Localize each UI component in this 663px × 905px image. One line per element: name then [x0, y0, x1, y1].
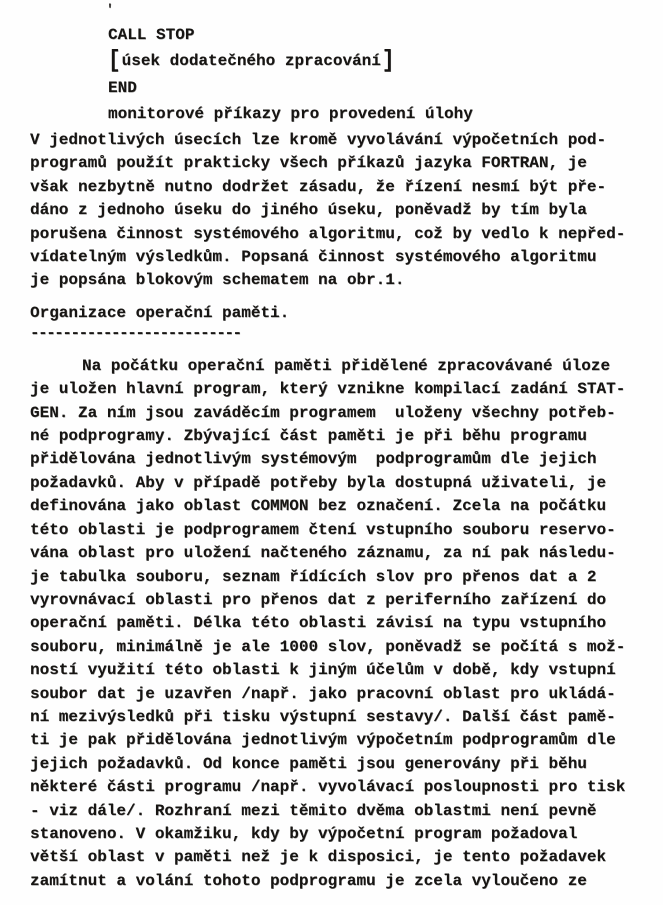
text-line: souboru, minimálně je ale 1000 slov, poněvadž se počítá s mož- — [30, 637, 626, 656]
open-bracket-glyph: [ — [108, 48, 121, 75]
body-paragraph — [30, 355, 639, 893]
text-line: jejich požadavků. Od konce paměti jsou generovány při běhu — [30, 754, 587, 773]
code-block — [108, 0, 663, 127]
text-line: ností využití této oblasti k jiným účelům v době, kdy vstupní — [30, 661, 616, 680]
close-bracket-glyph: ] — [381, 48, 395, 75]
text-line: Na počátku operační paměti přidělené zpracovávané úloze — [82, 356, 611, 375]
section-heading: Organizace operační paměti. — [30, 303, 290, 322]
text-line: této oblasti je podprogramem čtení vstupního souboru reservo- — [30, 520, 616, 539]
text-line: soubor dat je uzavřen /např. jako pracovní oblast pro ukládá- — [30, 684, 616, 703]
text-line: zamítnut a volání tohoto podprogramu je zcela vyloučeno ze — [30, 871, 587, 890]
text-line: ní mezivýsledků při tisku výstupní sestavy/. Další část pamě- — [30, 707, 616, 726]
text-line: vána oblast pro uložení načteného záznamu, za ní pak následu- — [30, 544, 616, 563]
text-line: - viz dále/. Rozhraní mezi těmito dvěma oblastmi není pevně — [30, 801, 597, 820]
heading-underline: -------------------------- — [30, 323, 241, 342]
text-line: je popsána blokovým schematem na obr.1. — [30, 271, 405, 290]
text-line: né podprogramy. Zbývající část paměti je při běhu programu — [30, 427, 587, 446]
text-line: stanoveno. V okamžiku, kdy by výpočetní program požadoval — [30, 824, 578, 843]
bracket-text: úsek dodatečného zpracování — [121, 52, 381, 70]
text-line: některé části programu /např. vyvolávací posloupnosti pro tisk — [30, 778, 626, 797]
text-line: END — [108, 79, 137, 97]
intro-paragraph — [30, 129, 639, 293]
text-line: definována jako oblast COMMON bez označení. Zcela na počátku — [30, 497, 607, 516]
text-line: požadavků. Aby v případě potřeby byla dostupná uživateli, je — [30, 473, 607, 492]
text-line: porušena činnost systémového algoritmu, což by vedlo k nepřed- — [30, 224, 626, 243]
text-line: přidělována jednotlivým systémovým podprogramům dle jejich — [30, 450, 597, 469]
text-line: programů použít prakticky všech příkazů jazyka FORTRAN, je — [30, 154, 587, 173]
text-line: je tabulka souboru, seznam řídících slov pro přenos dat a 2 — [30, 567, 597, 586]
text-line: GEN. Za ním jsou zaváděcím programem uloženy všechny potřeb- — [30, 403, 616, 422]
text-line: monitorové příkazy pro provedení úlohy — [108, 105, 473, 123]
text-line: operační paměti. Délka této oblasti závisí na typu vstupního — [30, 614, 607, 633]
text-line: dáno z jednoho úseku do jiného úseku, poněvadž by tím byla — [30, 201, 587, 220]
scan-artifact: ' — [106, 2, 114, 17]
text-line: CALL STOP — [108, 26, 195, 44]
text-line: větší oblast v paměti než je k disposici, je tento požadavek — [30, 848, 607, 867]
text-line: vídatelným výsledkům. Popsaná činnost systémového algoritmu — [30, 248, 597, 267]
text-line: V jednotlivých úsecích lze kromě vyvolávání výpočetních pod- — [30, 131, 607, 149]
text-line: ti je pak přidělována jednotlivým výpočetním podprogramům dle — [30, 731, 616, 750]
text-line: je uložen hlavní program, který vznikne kompilací zadání STAT- — [30, 380, 626, 399]
bracket-line — [108, 48, 663, 75]
text-line: vyrovnávací oblasti pro přenos dat z periferního zařízení do — [30, 590, 607, 609]
section-heading-block — [30, 302, 663, 342]
text-line: však nezbytně nutno dodržet zásadu, že řízení nesmí být pře- — [30, 177, 607, 196]
